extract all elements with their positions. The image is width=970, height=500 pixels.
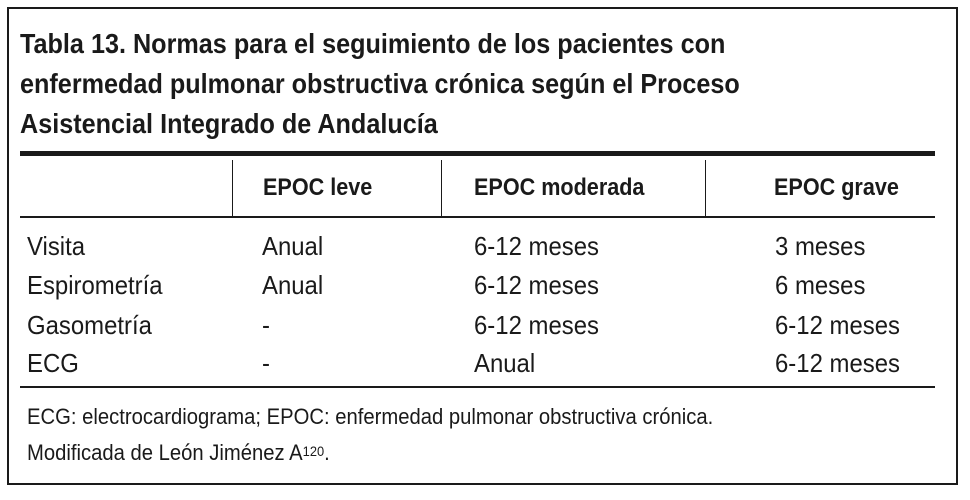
cell-grave: 6-12 meses <box>775 348 900 378</box>
cell-leve: - <box>262 310 270 340</box>
row-label: Visita <box>27 231 86 261</box>
column-header-epoc-moderada: EPOC moderada <box>474 174 645 201</box>
cell-moderada: 6-12 meses <box>474 270 599 300</box>
cell-grave: 3 meses <box>775 231 866 261</box>
title-line-1: Tabla 13. Normas para el seguimiento de los pacientes con <box>20 28 726 59</box>
row-label: Gasometría <box>27 310 152 340</box>
footnote-source <box>27 438 330 468</box>
cell-moderada: Anual <box>474 348 536 378</box>
cell-leve: Anual <box>262 270 324 300</box>
footnote-reference-number: 120 <box>302 443 325 459</box>
cell-grave: 6-12 meses <box>775 310 900 340</box>
footnote-source-end: . <box>324 440 330 465</box>
column-separator <box>705 160 706 216</box>
cell-moderada: 6-12 meses <box>474 231 599 261</box>
footnote-abbreviations: ECG: electrocardiograma; EPOC: enfermedad pulmonar obstructiva crónica. <box>27 404 714 429</box>
table-title <box>20 24 830 144</box>
cell-leve: - <box>262 348 270 378</box>
column-separator <box>441 160 442 216</box>
title-line-3: Asistencial Integrado de Andalucía <box>20 108 438 139</box>
title-line-2: enfermedad pulmonar obstructiva crónica según el Proceso <box>20 68 740 99</box>
header-rule <box>20 216 935 218</box>
top-rule <box>20 151 935 156</box>
cell-grave: 6 meses <box>775 270 866 300</box>
column-separator <box>232 160 233 216</box>
cell-moderada: 6-12 meses <box>474 310 599 340</box>
bottom-rule <box>20 386 935 388</box>
column-header-epoc-grave: EPOC grave <box>774 174 899 201</box>
row-label: ECG <box>27 348 79 378</box>
column-header-epoc-leve: EPOC leve <box>263 174 373 201</box>
row-label: Espirometría <box>27 270 163 300</box>
cell-leve: Anual <box>262 231 324 261</box>
footnote-source-text: Modificada de León Jiménez A <box>27 440 303 465</box>
